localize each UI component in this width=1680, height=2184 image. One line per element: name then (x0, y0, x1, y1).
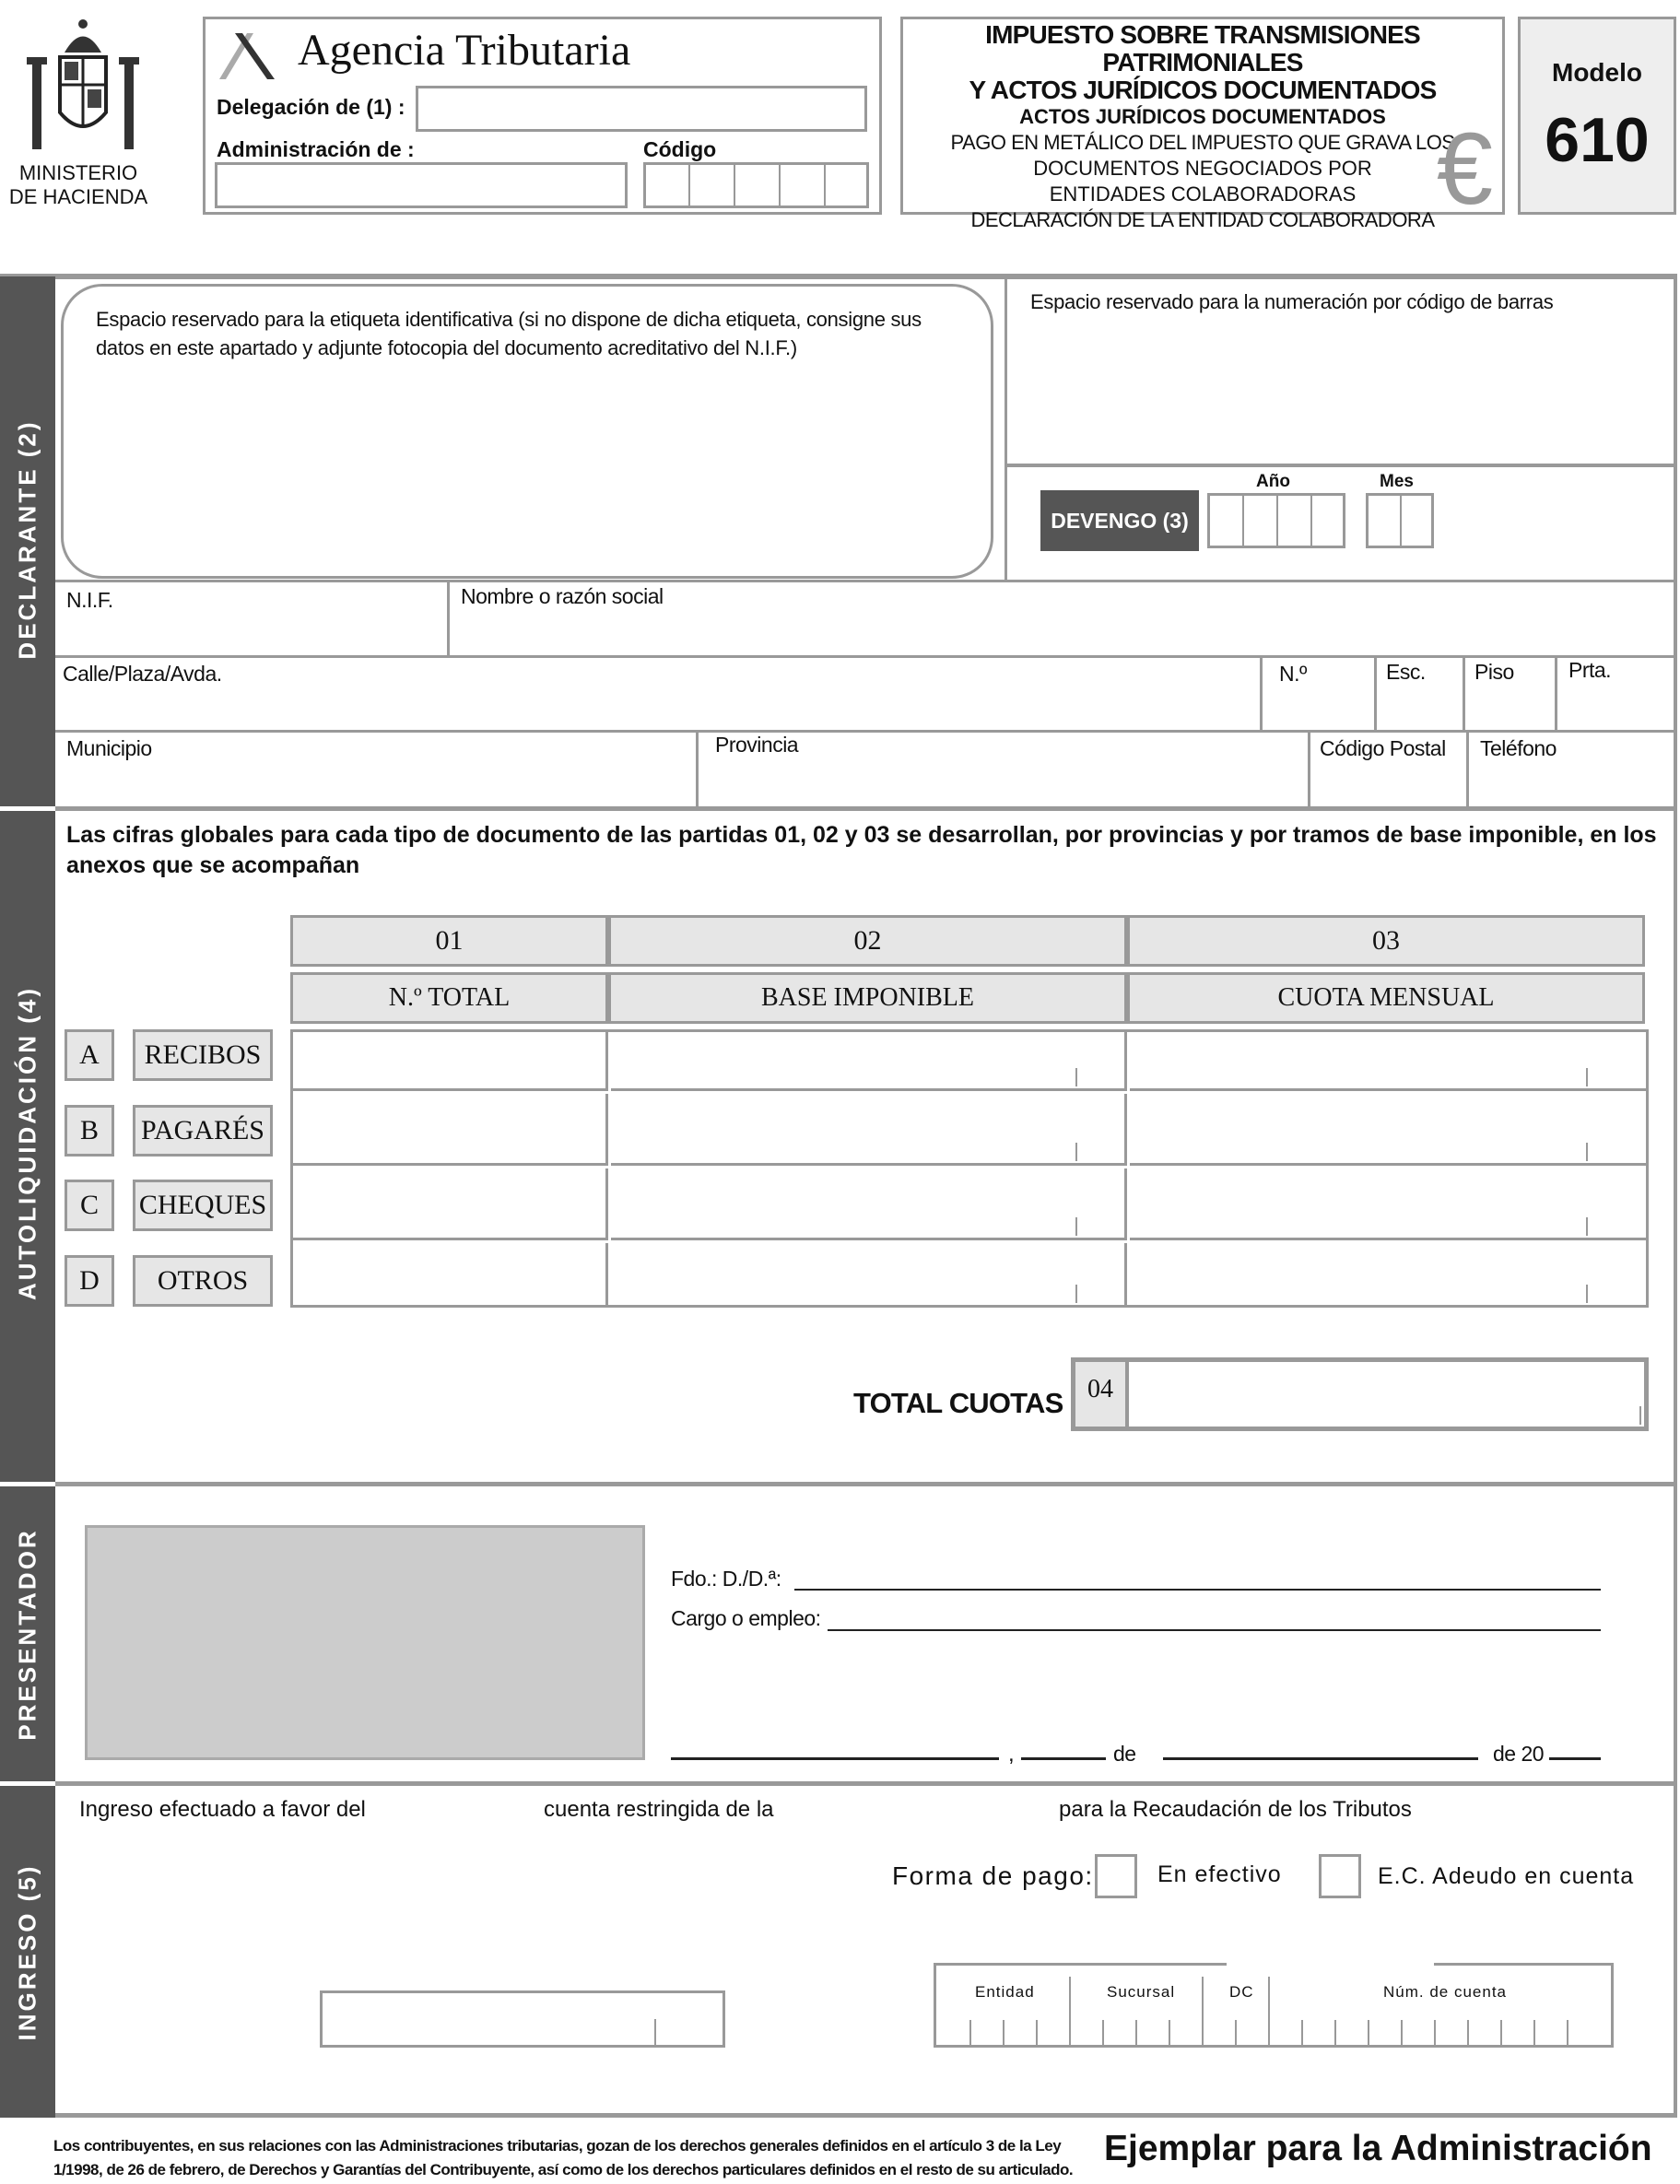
administracion-field[interactable] (215, 162, 628, 208)
row-b-cuota[interactable] (1130, 1094, 1646, 1166)
provincia-label: Provincia (715, 733, 799, 757)
row-a-total[interactable] (293, 1032, 608, 1091)
barcode-box (1004, 276, 1677, 467)
col-label-02: BASE IMPONIBLE (608, 972, 1127, 1024)
barcode-text: Espacio reservado para la numeración por código de barras (1030, 290, 1554, 313)
month-line[interactable] (1163, 1747, 1478, 1760)
presentador-section-label: PRESENTADOR (13, 1528, 41, 1741)
title-line-1: IMPUESTO SOBRE TRANSMISIONES PATRIMONIALES (985, 20, 1420, 76)
row-d-cuota[interactable] (1130, 1243, 1646, 1305)
total-cuotas-field[interactable] (1133, 1362, 1644, 1427)
modelo-label: Modelo (1552, 58, 1642, 87)
etiqueta-text: Espacio reservado para la etiqueta identificativa (si no dispone de dicha etiqueta, consigne sus datos en este apartado y adjunte fotocopia del documento acreditativo del N.I.F.) (96, 308, 922, 359)
autoliquidacion-grid (290, 1029, 1649, 1308)
anio-field[interactable] (1207, 493, 1345, 548)
de-text-2: de 20 (1493, 1742, 1545, 1766)
devengo-label: DEVENGO (3) (1040, 490, 1199, 551)
piso-label: Piso (1474, 660, 1514, 684)
ministry-logo (9, 11, 157, 149)
codigo-admin-label: Código (643, 137, 717, 161)
title-line-4: PAGO EN METÁLICO DEL IMPUESTO QUE GRAVA LOS (950, 131, 1455, 154)
row-c-total[interactable] (293, 1168, 608, 1240)
nif-label: N.I.F. (66, 588, 113, 612)
total-cuotas-code: 04 (1075, 1362, 1129, 1427)
col-code-02: 02 (608, 915, 1127, 967)
stamp-area[interactable] (85, 1525, 645, 1760)
provincia-field[interactable] (699, 733, 1310, 806)
codigo-admin-field[interactable] (643, 162, 869, 208)
copy-label: Ejemplar para la Administración (1104, 2129, 1652, 2168)
numero-label: N.º (1279, 662, 1307, 686)
row-c-base[interactable] (611, 1168, 1127, 1240)
row-a-cuota[interactable] (1130, 1032, 1646, 1091)
col-label-01: N.º TOTAL (290, 972, 608, 1024)
row-b-total[interactable] (293, 1094, 608, 1166)
municipio-label: Municipio (66, 736, 152, 760)
modelo-number: 610 (1545, 105, 1650, 175)
mes-field[interactable] (1366, 493, 1434, 548)
row-b-base[interactable] (611, 1094, 1127, 1166)
row-a-base[interactable] (611, 1032, 1127, 1091)
esc-field[interactable] (1377, 658, 1465, 730)
title-line-3: ACTOS JURÍDICOS DOCUMENTADOS (1019, 105, 1386, 128)
cargo-label: Cargo o empleo: (671, 1606, 821, 1630)
title-panel (900, 17, 1505, 231)
modelo-panel (1518, 17, 1676, 215)
presentador-band (0, 1486, 55, 1781)
separator-3 (55, 1781, 1677, 1786)
row-label-d: OTROS (133, 1255, 273, 1307)
efectivo-label: En efectivo (1157, 1861, 1282, 1887)
comma-text: , (1008, 1742, 1015, 1767)
ingreso-band (0, 1786, 55, 2118)
nombre-field[interactable] (450, 582, 1677, 655)
municipio-field[interactable] (55, 733, 699, 806)
esc-label: Esc. (1386, 660, 1426, 684)
col-code-03: 03 (1127, 915, 1645, 967)
title-line-2: Y ACTOS JURÍDICOS DOCUMENTADOS (969, 76, 1437, 104)
separator-1 (55, 806, 1677, 811)
calle-label: Calle/Plaza/Avda. (63, 662, 222, 686)
cargo-line[interactable] (828, 1618, 1601, 1631)
row-letter-c: C (65, 1180, 114, 1231)
cuenta-label: Núm. de cuenta (1383, 1983, 1508, 2001)
numero-field[interactable] (1263, 658, 1377, 730)
total-cuotas-box (1071, 1357, 1649, 1431)
agency-panel (203, 17, 882, 215)
col-label-03: CUOTA MENSUAL (1127, 972, 1645, 1024)
autoliquidacion-intro: Las cifras globales para cada tipo de documento de las partidas 01, 02 y 03 se desarrollan, por provincias y por tramos de base imponible, en los anexos que se acompañan (66, 822, 1657, 878)
coat-of-arms-icon (14, 11, 152, 149)
row-d-base[interactable] (611, 1243, 1127, 1305)
row-letter-a: A (65, 1029, 114, 1081)
ingreso-text-3: para la Recaudación de los Tributos (1059, 1797, 1412, 1822)
row-letter-b: B (65, 1105, 114, 1157)
row-label-c: CHEQUES (133, 1180, 273, 1231)
nombre-label: Nombre o razón social (461, 584, 664, 608)
ingreso-section-label: INGRESO (5) (13, 1863, 41, 2041)
telefono-label: Teléfono (1480, 736, 1557, 760)
agency-name: Agencia Tributaria (298, 26, 631, 75)
row-label-b: PAGARÉS (133, 1105, 273, 1157)
adeudo-label: E.C. Adeudo en cuenta (1378, 1863, 1635, 1889)
piso-field[interactable] (1465, 658, 1557, 730)
administracion-label: Administración de : (217, 137, 415, 161)
total-cuotas-label: TOTAL CUOTAS (853, 1387, 1063, 1419)
col-code-01: 01 (290, 915, 608, 967)
account-digit-ticks (936, 1963, 1616, 2048)
row-letter-d: D (65, 1255, 114, 1307)
euro-icon: € (1436, 112, 1493, 226)
nif-field[interactable] (55, 582, 450, 655)
cp-label: Código Postal (1320, 736, 1446, 760)
separator-2 (55, 1482, 1677, 1486)
ministry-name: MINISTERIO DE HACIENDA (8, 161, 148, 208)
declarante-section-label: DECLARANTE (2) (13, 419, 41, 660)
cp-field[interactable] (1310, 733, 1469, 806)
anio-label: Año (1256, 472, 1290, 491)
autoliquidacion-band (0, 811, 55, 1482)
title-line-6: ENTIDADES COLABORADORAS (1049, 182, 1357, 205)
autoliquidacion-section-label: AUTOLIQUIDACIÓN (4) (13, 985, 41, 1301)
title-line-7: DECLARACIÓN DE LA ENTIDAD COLABORADORA (970, 208, 1435, 231)
bank-account-field[interactable] (934, 1963, 1614, 2048)
row-c-cuota[interactable] (1130, 1168, 1646, 1240)
day-line[interactable] (1021, 1747, 1106, 1760)
place-line[interactable] (671, 1747, 999, 1760)
delegacion-field[interactable] (416, 86, 867, 132)
ingreso-text-1: Ingreso efectuado a favor del (79, 1797, 366, 1822)
entidad-label: Entidad (975, 1983, 1035, 2001)
delegacion-label: Delegación de (1) : (217, 95, 405, 119)
adeudo-checkbox[interactable] (1319, 1854, 1361, 1898)
separator-4 (55, 2113, 1677, 2118)
prta-field[interactable] (1557, 658, 1677, 730)
ingreso-text-2: cuenta restringida de la (544, 1797, 774, 1822)
etiqueta-box[interactable] (61, 284, 993, 579)
dc-label: DC (1229, 1983, 1254, 2001)
agency-logo-icon (215, 29, 279, 84)
declarante-band (0, 276, 55, 806)
mes-label: Mes (1380, 472, 1414, 491)
fdo-label: Fdo.: D./D.ª: (671, 1567, 781, 1591)
calle-field[interactable] (55, 658, 1263, 730)
row-d-total[interactable] (293, 1243, 608, 1305)
row-label-a: RECIBOS (133, 1029, 273, 1081)
legal-text: Los contribuyentes, en sus relaciones con las Administraciones tributarias, gozan de los derechos generales definidos en el artículo 3 de la Ley 1/1998, de 26 de febrero, de Derechos y Garantías del Contribuyente, así como de los derechos particulares definidos en el resto de su articulado. (53, 2137, 1074, 2178)
fdo-line[interactable] (794, 1578, 1601, 1591)
forma-pago-label: Forma de pago: (892, 1861, 1094, 1890)
de-text-1: de (1113, 1742, 1136, 1766)
efectivo-checkbox[interactable] (1095, 1854, 1137, 1898)
sucursal-label: Sucursal (1107, 1983, 1176, 2001)
title-line-5: DOCUMENTOS NEGOCIADOS POR (1033, 157, 1372, 180)
ingreso-amount-field[interactable] (320, 1990, 725, 2048)
year-line[interactable] (1549, 1747, 1601, 1760)
telefono-field[interactable] (1469, 733, 1677, 806)
prta-label: Prta. (1568, 658, 1612, 682)
